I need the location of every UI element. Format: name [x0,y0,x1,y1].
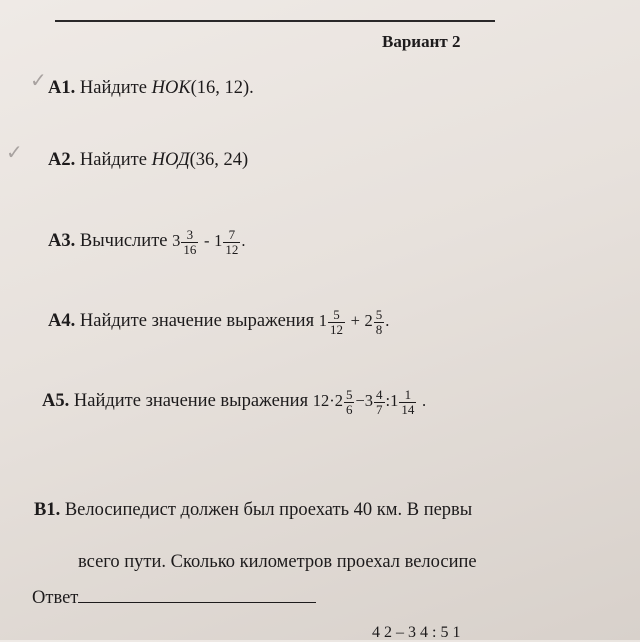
task-a4: А4. Найдите значение выражения 1 $\frac{5}{12}$ + 2 $\frac{5}{8}$ . [48,307,390,337]
mixed-number-1: 3 $\frac{3}{16}$ [172,227,197,257]
task-number: В1. [34,500,61,520]
operator: + [350,310,360,330]
task-a3: А3. Вычислите 3 $\frac{3}{16}$ - 1 $\frac{7}{12}$ . [48,227,246,257]
top-rule [55,20,495,22]
function-name: НОК [151,78,191,98]
task-a1 [48,78,254,99]
task-number: А4. [48,310,76,331]
task-text: Вычислите [79,230,168,251]
task-a5 [42,388,426,416]
task-text: Найдите значение выражения [79,310,315,331]
task-text: Велосипедист должен был проехать 40 км. В первы [64,500,473,520]
mixed-number-2: 2 $\frac{5}{8}$ [364,307,383,337]
variant-title: Вариант 2 [382,32,461,51]
function-args: (16, 12). [190,78,254,98]
task-number: А1. [48,78,76,98]
mixed-number-2: 1 $\frac{7}{12}$ [214,227,239,257]
task-b1-line2: всего пути. Сколько километров проехал велосипе [78,552,477,572]
task-number: А5. [42,390,70,411]
cut-off-text: 4 2 – 3 4 : 5 1 [372,624,461,641]
task-number: А2. [48,150,76,170]
operator: - [204,230,210,250]
task-text: Найдите [79,78,147,98]
expression: 12·2 $\frac{5}{6}$ −3 $\frac{4}{7}$ :1 $\frac{1}{14}$ [312,387,415,417]
pencil-check-mark-2: ✓ [6,140,23,164]
task-b1-line1 [34,500,472,521]
task-text: Найдите [79,150,147,170]
function-args: (36, 24) [189,150,249,170]
task-number: А3. [48,230,76,251]
function-name: НОД [151,150,190,170]
pencil-check-mark-1: ✓ [30,68,47,92]
end-dot: . [422,390,427,410]
answer-row [32,586,316,609]
task-a2 [48,150,248,171]
mixed-number-1: 1 $\frac{5}{12}$ [318,307,343,337]
answer-blank-line[interactable] [78,586,316,603]
task-text: Найдите значение выражения [73,390,309,411]
answer-label: Ответ [32,588,79,608]
